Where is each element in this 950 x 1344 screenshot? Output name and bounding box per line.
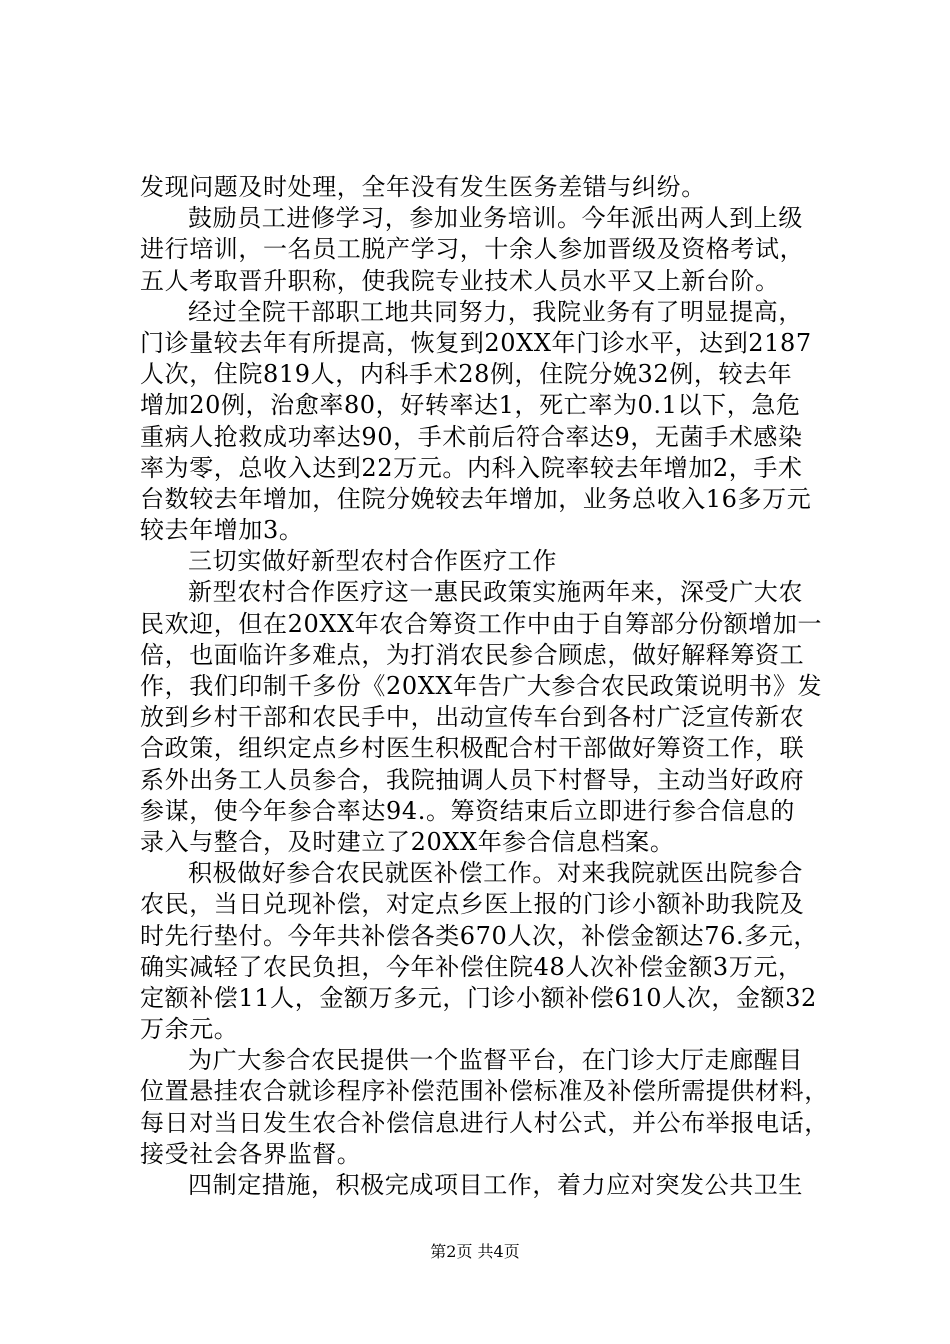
text-line: 进行培训，一名员工脱产学习，十余人参加晋级及资格考试， xyxy=(140,235,805,264)
text-line: 定额补偿11人，金额万多元，门诊小额补偿610人次，金额32 xyxy=(140,983,817,1012)
text-line: 鼓励员工进修学习，参加业务培训。今年派出两人到上级 xyxy=(188,204,803,233)
text-line: 录入与整合，及时建立了20XX年参合信息档案。 xyxy=(140,827,675,856)
text-line: 率为零，总收入达到22万元。内科入院率较去年增加2，手术 xyxy=(140,453,803,482)
text-line: 新型农村合作医疗这一惠民政策实施两年来，深受广大农 xyxy=(188,578,803,607)
text-line: 增加20例，治愈率80，好转率达1，死亡率为0.1以下，急危 xyxy=(140,391,801,420)
text-line: 参谋，使今年参合率达94.。筹资结束后立即进行参合信息的 xyxy=(140,796,795,825)
document-body xyxy=(140,172,840,1201)
text-line: 为广大参合农民提供一个监督平台，在门诊大厅走廊醒目 xyxy=(188,1046,803,1075)
text-line: 经过全院干部职工地共同努力，我院业务有了明显提高， xyxy=(188,297,803,326)
text-line: 放到乡村干部和农民手中，出动宣传车台到各村广泛宣传新农 xyxy=(140,703,805,732)
text-line: 四制定措施，积极完成项目工作，着力应对突发公共卫生 xyxy=(188,1171,803,1199)
text-line: 万余元。 xyxy=(140,1015,239,1044)
text-line: 系外出务工人员参合，我院抽调人员下村督导，主动当好政府 xyxy=(140,765,805,794)
text-line: 农民，当日兑现补偿，对定点乡医上报的门诊小额补助我院及 xyxy=(140,890,805,919)
text-line: 较去年增加3。 xyxy=(140,516,304,545)
text-line: 倍，也面临许多难点，为打消农民参合顾虑，做好解释筹资工 xyxy=(140,640,805,669)
text-line: 接受社会各界监督。 xyxy=(140,1139,362,1168)
text-line: 重病人抢救成功率达90，手术前后符合率达9，无菌手术感染 xyxy=(140,422,803,451)
text-line: 人次，住院819人，内科手术28例，住院分娩32例，较去年 xyxy=(140,360,793,389)
text-line: 门诊量较去年有所提高，恢复到20XX年门诊水平，达到2187 xyxy=(140,328,812,357)
text-line: 确实减轻了农民负担，今年补偿住院48人次补偿金额3万元， xyxy=(140,952,803,981)
text-line: 每日对当日发生农合补偿信息进行人村公式，并公布举报电话， xyxy=(140,1108,829,1137)
section-heading: 三切实做好新型农村合作医疗工作 xyxy=(188,547,557,576)
text-line: 位置悬挂农合就诊程序补偿范围补偿标准及补偿所需提供材料， xyxy=(140,1077,829,1106)
text-line: 合政策，组织定点乡村医生积极配合村干部做好筹资工作，联 xyxy=(140,734,805,763)
text-line: 民欢迎，但在20XX年农合筹资工作中由于自筹部分份额增加一 xyxy=(140,609,823,638)
text-line: 五人考取晋升职称，使我院专业技术人员水平又上新台阶。 xyxy=(140,266,780,295)
page-number: 第2页 共4页 xyxy=(430,1242,520,1261)
text-line: 台数较去年增加，住院分娩较去年增加，业务总收入16多万元 xyxy=(140,484,812,513)
text-line: 发现问题及时处理，全年没有发生医务差错与纠纷。 xyxy=(140,173,706,201)
text-line: 积极做好参合农民就医补偿工作。对来我院就医出院参合 xyxy=(188,859,803,888)
text-line: 时先行垫付。今年共补偿各类670人次，补偿金额达76.多元， xyxy=(140,921,818,950)
text-line: 作，我们印制千多份《20XX年告广大参合农民政策说明书》发 xyxy=(140,672,823,700)
